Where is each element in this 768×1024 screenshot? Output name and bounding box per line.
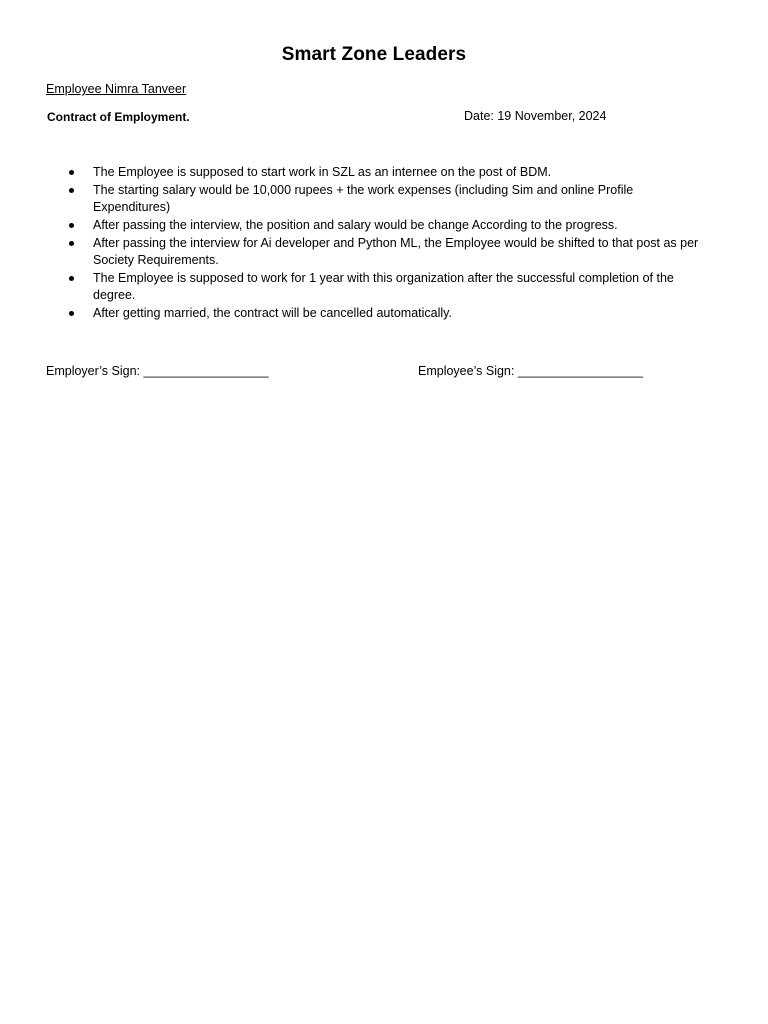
term-text: The starting salary would be 10,000 rupees + the work expenses (including Sim and online Profile Expenditures) [93,183,634,214]
list-item [46,235,711,269]
term-text: After passing the interview, the position and salary would be change According to the progress. [93,218,618,232]
bullet-icon [69,170,74,175]
contract-date: Date: 19 November, 2024 [464,109,607,123]
bullet-icon [69,241,74,246]
term-text: After getting married, the contract will be cancelled automatically. [93,306,452,320]
list-item [46,305,711,322]
bullet-icon [69,276,74,281]
bullet-icon [69,311,74,316]
employee-signature-line: Employee’s Sign: __________________ [418,364,643,378]
bullet-icon [69,223,74,228]
list-item [46,164,711,181]
term-text: The Employee is supposed to work for 1 year with this organization after the successful completion of the degree. [93,271,674,302]
term-text: After passing the interview for Ai developer and Python ML, the Employee would be shifted to that post as per Society Requirements. [93,236,699,267]
employee-name-line: Employee Nimra Tanveer [46,82,187,96]
list-item [46,217,711,234]
bullet-icon [69,188,74,193]
contract-terms-list [46,164,711,323]
list-item [46,182,711,216]
company-title: Smart Zone Leaders [281,44,467,65]
list-item [46,270,711,304]
employer-signature-line: Employer’s Sign: __________________ [46,364,269,378]
term-text: The Employee is supposed to start work in SZL as an internee on the post of BDM. [93,165,552,179]
contract-heading: Contract of Employment. [47,110,190,124]
